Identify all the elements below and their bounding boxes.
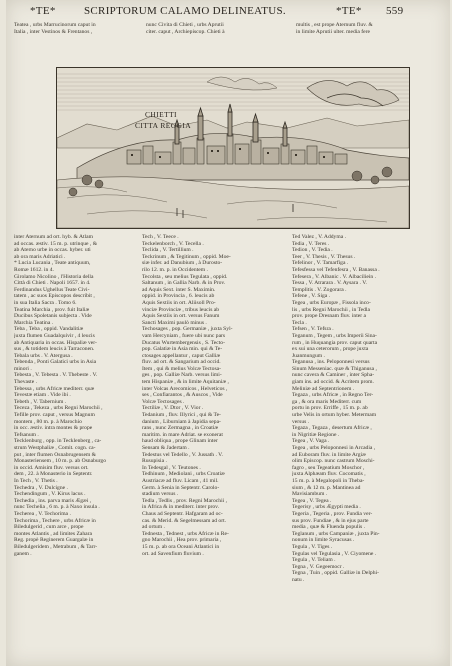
text-line: Sancti Maximi paulò minus . xyxy=(142,319,207,326)
text-line: Techedia , ins. parva maris Ægæi , xyxy=(14,497,92,504)
text-line: Tedia , V. Teres . xyxy=(292,240,330,247)
text-line: Tegea , V. Tegea . xyxy=(292,497,332,504)
text-line: Marchia Teatina . xyxy=(14,319,54,326)
text-line: Item , qui & melius Volcæ Tectosa- xyxy=(142,365,221,372)
text-line: Tegula , V. Teliam . xyxy=(292,557,336,564)
text-line: strum Westphaliæ , Comit. cogn. ca- xyxy=(14,445,96,451)
text-line: vinciæ Provinciæ , tribus leucis ab xyxy=(142,306,220,313)
text-line: in Africa & in mediterr. inter prov. xyxy=(142,504,219,511)
top-center-column xyxy=(146,22,274,35)
text-line: pop. Galatiæ in Asia min. qui & Te- xyxy=(142,346,223,353)
text-line: in Nigritiæ Regione . xyxy=(292,431,340,438)
text-line: ges , pop. Galliæ Narb. versus limi- xyxy=(142,372,222,379)
text-line: Techosages , pop. Germaniæ , juxta Syl- xyxy=(142,326,233,333)
text-line: Tefesfessa vel Tefenfesra , V. Banassa . xyxy=(292,266,380,273)
text-line: multis , est prope Aternum fluv. & xyxy=(296,22,373,28)
text-line: Tefesera , V. Albanic . V. Albaciliein . xyxy=(292,273,377,280)
text-line: Teclida , V. Tertillium . xyxy=(142,247,194,254)
text-line: in occid. Amisim fluv. versus ort. xyxy=(14,464,89,471)
text-line: ad Aquis Sext. inter S. Maximin. xyxy=(142,286,216,293)
text-line: Città di Chieti . Napoli 1657. in 4. xyxy=(14,280,91,287)
text-line: ex sui una ceterorum , prope juxta xyxy=(292,346,369,353)
text-line: Tedion , V. Tedia . xyxy=(292,247,333,254)
text-line: Techerea , V. Techorima . xyxy=(14,510,71,517)
text-line: Juanmungum . xyxy=(292,352,325,359)
text-line: Teceza , Tekeza , urbs Regni Marochii , xyxy=(14,405,103,412)
text-line: juxta Alphæam fluv. Cocomatis , xyxy=(292,471,366,478)
text-line: ort. ad Savenfium fluvium . xyxy=(142,550,204,557)
text-line: citer. caput , Archiepiscop. Chieti à xyxy=(146,28,225,35)
text-line: Teer , V. Thesis , V. Thesus . xyxy=(292,253,356,260)
text-line: oppid. in Provincia , 6. leucis ab xyxy=(142,293,215,300)
text-line: Teatina Marchia , prov. fuit Italiæ xyxy=(14,306,90,313)
text-line: Biledulgeridem , Metrabum , & Tarr- xyxy=(14,543,98,550)
text-line: Monasteriensem , 10 m. p. ab Osnaburgo xyxy=(14,458,107,465)
text-line: rum , in Huquangia prov. caput quarta xyxy=(292,339,378,346)
text-line: Tegna , Tuin , oppid. Galliæ in Delphi- xyxy=(292,570,379,577)
text-line: vam Hercyniam , fuere ubi nunc pars xyxy=(142,332,226,339)
text-line: Ducatus Wurtembergensis , S. Tecto- xyxy=(142,339,225,346)
text-line: Techendingum , V. Kirus lacus . xyxy=(14,491,86,498)
text-line: tatem , ac suos Episcopos describit , xyxy=(14,293,95,300)
text-line: Teglanum , urbs Campaniæ , juxta Pin- xyxy=(292,530,380,537)
text-line: Teckelenborch , V. Tecella . xyxy=(142,240,204,247)
text-line: Tednesta , Tednest , urbs Africæ in Re- xyxy=(142,530,229,537)
text-column-right xyxy=(292,234,446,583)
text-line: Tegna , V. Gegeemocr . xyxy=(292,563,345,570)
text-line: Tessa , V. Atrarara . V. Aysara . V. xyxy=(292,280,367,287)
text-line: Teganum , Tegem , urbs Imperii Sina- xyxy=(292,332,377,339)
text-line: Austriacæ ad fluv. Licam , 41 mil. xyxy=(142,477,219,484)
text-line: Tebeth , V. Tabernium . xyxy=(14,398,67,405)
text-line: Germ. à Senia in Septentr. Carolo- xyxy=(142,484,220,491)
text-line: ab ora maris Adriatici . xyxy=(14,253,66,260)
text-line: cas. & Merid. & Segelmessam ad ort. xyxy=(142,517,227,524)
text-line: portu in prov. Erriffe , 15 m. p. ab xyxy=(292,405,368,412)
text-line: Chaus ad Septentr. Hafgaram ad oc- xyxy=(142,510,223,517)
text-line: maritim. in mare Adriat. se exonerat xyxy=(142,431,223,438)
text-line: in occ. æstiv. intra montes & prope xyxy=(14,425,93,432)
text-line: Volcæ Tectosages . xyxy=(142,398,185,405)
text-line: Rusupisia . xyxy=(142,458,167,465)
text-line: media , quæ & Fluenda populis . xyxy=(292,524,366,531)
text-line: Ducibus Spoletanis subjecta . Vide xyxy=(14,313,92,320)
text-line: Tedla , Tedlis , prov. Regni Marochii , xyxy=(142,497,227,504)
plate-title-subtitle: CITTA REGGIA xyxy=(135,121,192,130)
text-line: Tefene , V. Siga . xyxy=(292,293,331,300)
text-line: ses , Confiarantos , & Auscos , Vide xyxy=(142,392,223,399)
text-line: gno Marochii , Hea prov. primaria , xyxy=(142,537,222,544)
page-title: SCRIPTORUM CALAMO DELINEATUS. xyxy=(84,5,286,17)
text-line: Ferdinandus Ughellus Teate Civi- xyxy=(14,286,90,293)
text-line: * Lucia Lucania , Teate antiquum, xyxy=(14,260,91,267)
text-line: fagro , seu Tegeatium Moschor , xyxy=(292,464,365,471)
text-line: Mavisiambum . xyxy=(292,491,328,498)
text-line: Italia , inter Vestinos & Frentanos , xyxy=(14,28,93,35)
top-left-column xyxy=(14,22,142,35)
text-line: Tegaza , Tegaza , desertum Africæ , xyxy=(292,425,372,432)
text-line: montes Atlantis , ad limites Zahara xyxy=(14,530,92,537)
text-line: Tefsen , V. Tefsra . xyxy=(292,326,334,333)
text-line: Tefsanum . xyxy=(14,431,39,438)
text-line: Tegula , V. Tiges . xyxy=(292,543,333,550)
text-line: Techedra , V. Dulcigne . xyxy=(14,484,68,491)
text-line: Tebessa , urbs Africæ mediterr. quæ xyxy=(14,385,95,392)
text-line: Tegulas vel Tegulasia , V. Ciyomene . xyxy=(292,550,377,557)
text-column-middle xyxy=(142,234,276,557)
text-line: Saltanum , in Gallia Narb. & in Prov. xyxy=(142,280,226,287)
text-line: Tefille prov. caput , versus Magnum xyxy=(14,412,95,419)
text-line: Teba , Teba , oppid. Vandalitiæ xyxy=(14,326,84,333)
text-line: Teatea , urbs Marrucinorum caput in xyxy=(14,22,96,28)
text-line: Aquis Sextiis in ort. Aliisoll Pro- xyxy=(142,299,216,306)
text-line: nonum in limite Syracusas . xyxy=(292,537,355,544)
text-line: sus , & totidem leucis à Tarraconen. xyxy=(14,346,95,353)
text-line: ctosages appellantur , caput Galliæ xyxy=(142,352,221,359)
text-line: Tech , V. Teece . xyxy=(142,234,179,240)
text-line: ad occas. æstiv. 15 m. p. utrinque , & xyxy=(14,240,98,247)
text-line: Girolamo Nicolino , l'Historia della xyxy=(14,273,94,280)
text-line: Romæ 1612. in 4. xyxy=(14,266,54,273)
text-line: Sinum Messeniac. quæ & Thiganusa , xyxy=(292,365,377,372)
text-line: stadium versus . xyxy=(142,491,179,498)
text-line: olim Episcop. nunc castrum Moschi- xyxy=(292,458,375,465)
text-line: ad ortum . xyxy=(142,524,165,531)
engraving-drawing xyxy=(57,68,409,228)
text-line: Tebala urbs . V. Atergusa . xyxy=(14,352,73,359)
text-line: sium , & 12 m. p. Mantinea ad xyxy=(292,484,361,491)
text-line: Tefelinor , V. Tamarfiga . xyxy=(292,260,349,267)
text-line: put , inter flumen Osnabrugensem & xyxy=(14,451,97,458)
text-line: Techorima , Techere , urbs Africæ in xyxy=(14,517,96,524)
text-line: Tedestus vel Tedello , V. Jussath . V. xyxy=(142,451,223,458)
header-left-mark: *TE* xyxy=(30,5,56,17)
text-line: Tegaza , urbs Africæ , in Regno Ter- xyxy=(292,392,374,399)
text-line: ab Aterno urbe in occas. hyber. uti xyxy=(14,247,91,254)
text-line: natu . xyxy=(292,576,305,583)
text-line: Thevaste . xyxy=(14,379,37,386)
text-line: ganem . xyxy=(14,550,32,557)
text-line: Tegea , urbs Peloponnesi in Arcadia , xyxy=(292,445,376,451)
text-line: nunc Civita di Chieti , urbs Aprutii xyxy=(146,22,224,28)
text-line: in sua Italia Sacra . Tomo 6. xyxy=(14,299,77,306)
text-line: Tectiliæ , V. Dtor , V. Vior . xyxy=(142,405,204,412)
page-number: 559 xyxy=(386,5,404,17)
text-line: Reg. propè Reginerem Guargalæ in xyxy=(14,537,94,544)
text-line: Templitis . V. Zogorara . xyxy=(292,286,347,293)
text-line: siæ infer. ad Danubium , à Durosto- xyxy=(142,260,223,267)
text-line: Tedhinum , Mediolani , urbs Croatiæ xyxy=(142,471,225,478)
text-line: minori . xyxy=(14,365,32,372)
text-line: fluv. ad ort. & Sangarium ad occid. xyxy=(142,359,221,366)
text-line: sus prov. Fundiae , & in ejus parte xyxy=(292,517,369,524)
text-line: Tevestæ etiam . Vide ibi . xyxy=(14,392,71,399)
text-line: Tegea , V. Vaga . xyxy=(292,438,330,445)
city-view-engraving xyxy=(56,67,410,229)
text-line: montem , 80 m. p. à Marochio xyxy=(14,418,82,425)
text-line: Tebenda , Ponti Galatici urbs in Asia xyxy=(14,359,97,366)
text-line: Teckrinum , & Tegitinum , oppid. Moe- xyxy=(142,253,231,260)
text-line: lis , urbs Regni Marochii , in Tedla xyxy=(292,306,370,313)
text-line: haud obliqua , prope Glinam inter xyxy=(142,438,218,445)
text-line: Tedanium , fluv. Illyrici , qui & Te- xyxy=(142,412,221,419)
text-line: urbe Velis in ortum hyber. Metermam xyxy=(292,412,377,419)
text-column-left xyxy=(14,234,138,557)
text-line: ab Antiquaria in occas. Hispaliæ ver- xyxy=(14,339,97,346)
text-line: Sensam & Jadertam . xyxy=(142,445,190,451)
text-line: ga , & ora maris Mediterr. cum xyxy=(292,398,362,405)
text-line: rans , nunc Zermagna , in Croatiæ xyxy=(142,425,219,432)
text-line: rilo 12. m. p. in Occidentem . xyxy=(142,266,208,273)
text-line: tem Hispaniæ , & in limite Aquitaniæ , xyxy=(142,379,229,386)
text-line: ad Euboram fluv. in limite Argiæ xyxy=(292,451,366,458)
text-line: Tebesta , V. Tebesta . V. Thebeste . V. xyxy=(14,372,98,379)
text-line: Meliniæ ad Septentrionem . xyxy=(292,385,355,392)
header-right-mark: *TE* xyxy=(336,5,362,17)
text-line: Aquis Sextiis in ort. versus Fanum xyxy=(142,313,220,320)
text-line: prov. prope Dresnam fluv. inter a xyxy=(292,313,366,320)
text-line: danium , Liburniam à Japidia sepa- xyxy=(142,418,221,425)
text-line: 15 m. p. ab ora Oceani Atlantici in xyxy=(142,543,220,550)
text-line: inter Aternum ad ort. hyb. & Atlam xyxy=(14,234,93,240)
text-line: Teganusa , ins. Peloponnesi versus xyxy=(292,359,370,366)
text-line: 15 m. p. à Megalopoli in Theba- xyxy=(292,477,365,484)
text-line: juxta flumen Guadalquivir , 4 leucis xyxy=(14,332,95,339)
text-line: versus . xyxy=(292,418,310,425)
text-line: Tecklenburg , opp. in Tecklenberg , ca- xyxy=(14,438,102,445)
text-line: in limite Aprutii ulter. media fere xyxy=(296,28,370,35)
text-line: Biledulgerid , cum arce , prope xyxy=(14,524,84,531)
text-line: In Tech , V. Thetis . xyxy=(14,477,58,484)
text-line: Tecla . xyxy=(292,319,307,326)
text-line: nunc cavera & Caminer , inter Spha- xyxy=(292,372,375,379)
text-line: Tegeria , Tegeria , prov. Fundia ver- xyxy=(292,510,373,517)
plate-title-city: CHIETTI xyxy=(145,110,177,119)
text-line: In Tedesgal , V. Teutones . xyxy=(142,464,201,471)
text-line: dem , 22. à Monasterio in Septentr. xyxy=(14,471,93,478)
text-line: Ted Valez , V. Addyma . xyxy=(292,234,346,240)
text-line: Tecolsta , seu melius Tegulata , oppid. xyxy=(142,273,228,280)
top-right-column xyxy=(296,22,446,35)
text-line: inter Volcas Arecomicos , Helveticos , xyxy=(142,385,228,392)
text-line: Tegea , urbs Europæ , Fissola inco- xyxy=(292,299,371,306)
text-line: Tegerisy , urbs Ægypti media . xyxy=(292,504,361,511)
text-line: nunc Techelia , 6 m. p. à Naxo insula . xyxy=(14,504,100,511)
text-line: giam ins. ad occid. & Acritem prom. xyxy=(292,379,374,386)
